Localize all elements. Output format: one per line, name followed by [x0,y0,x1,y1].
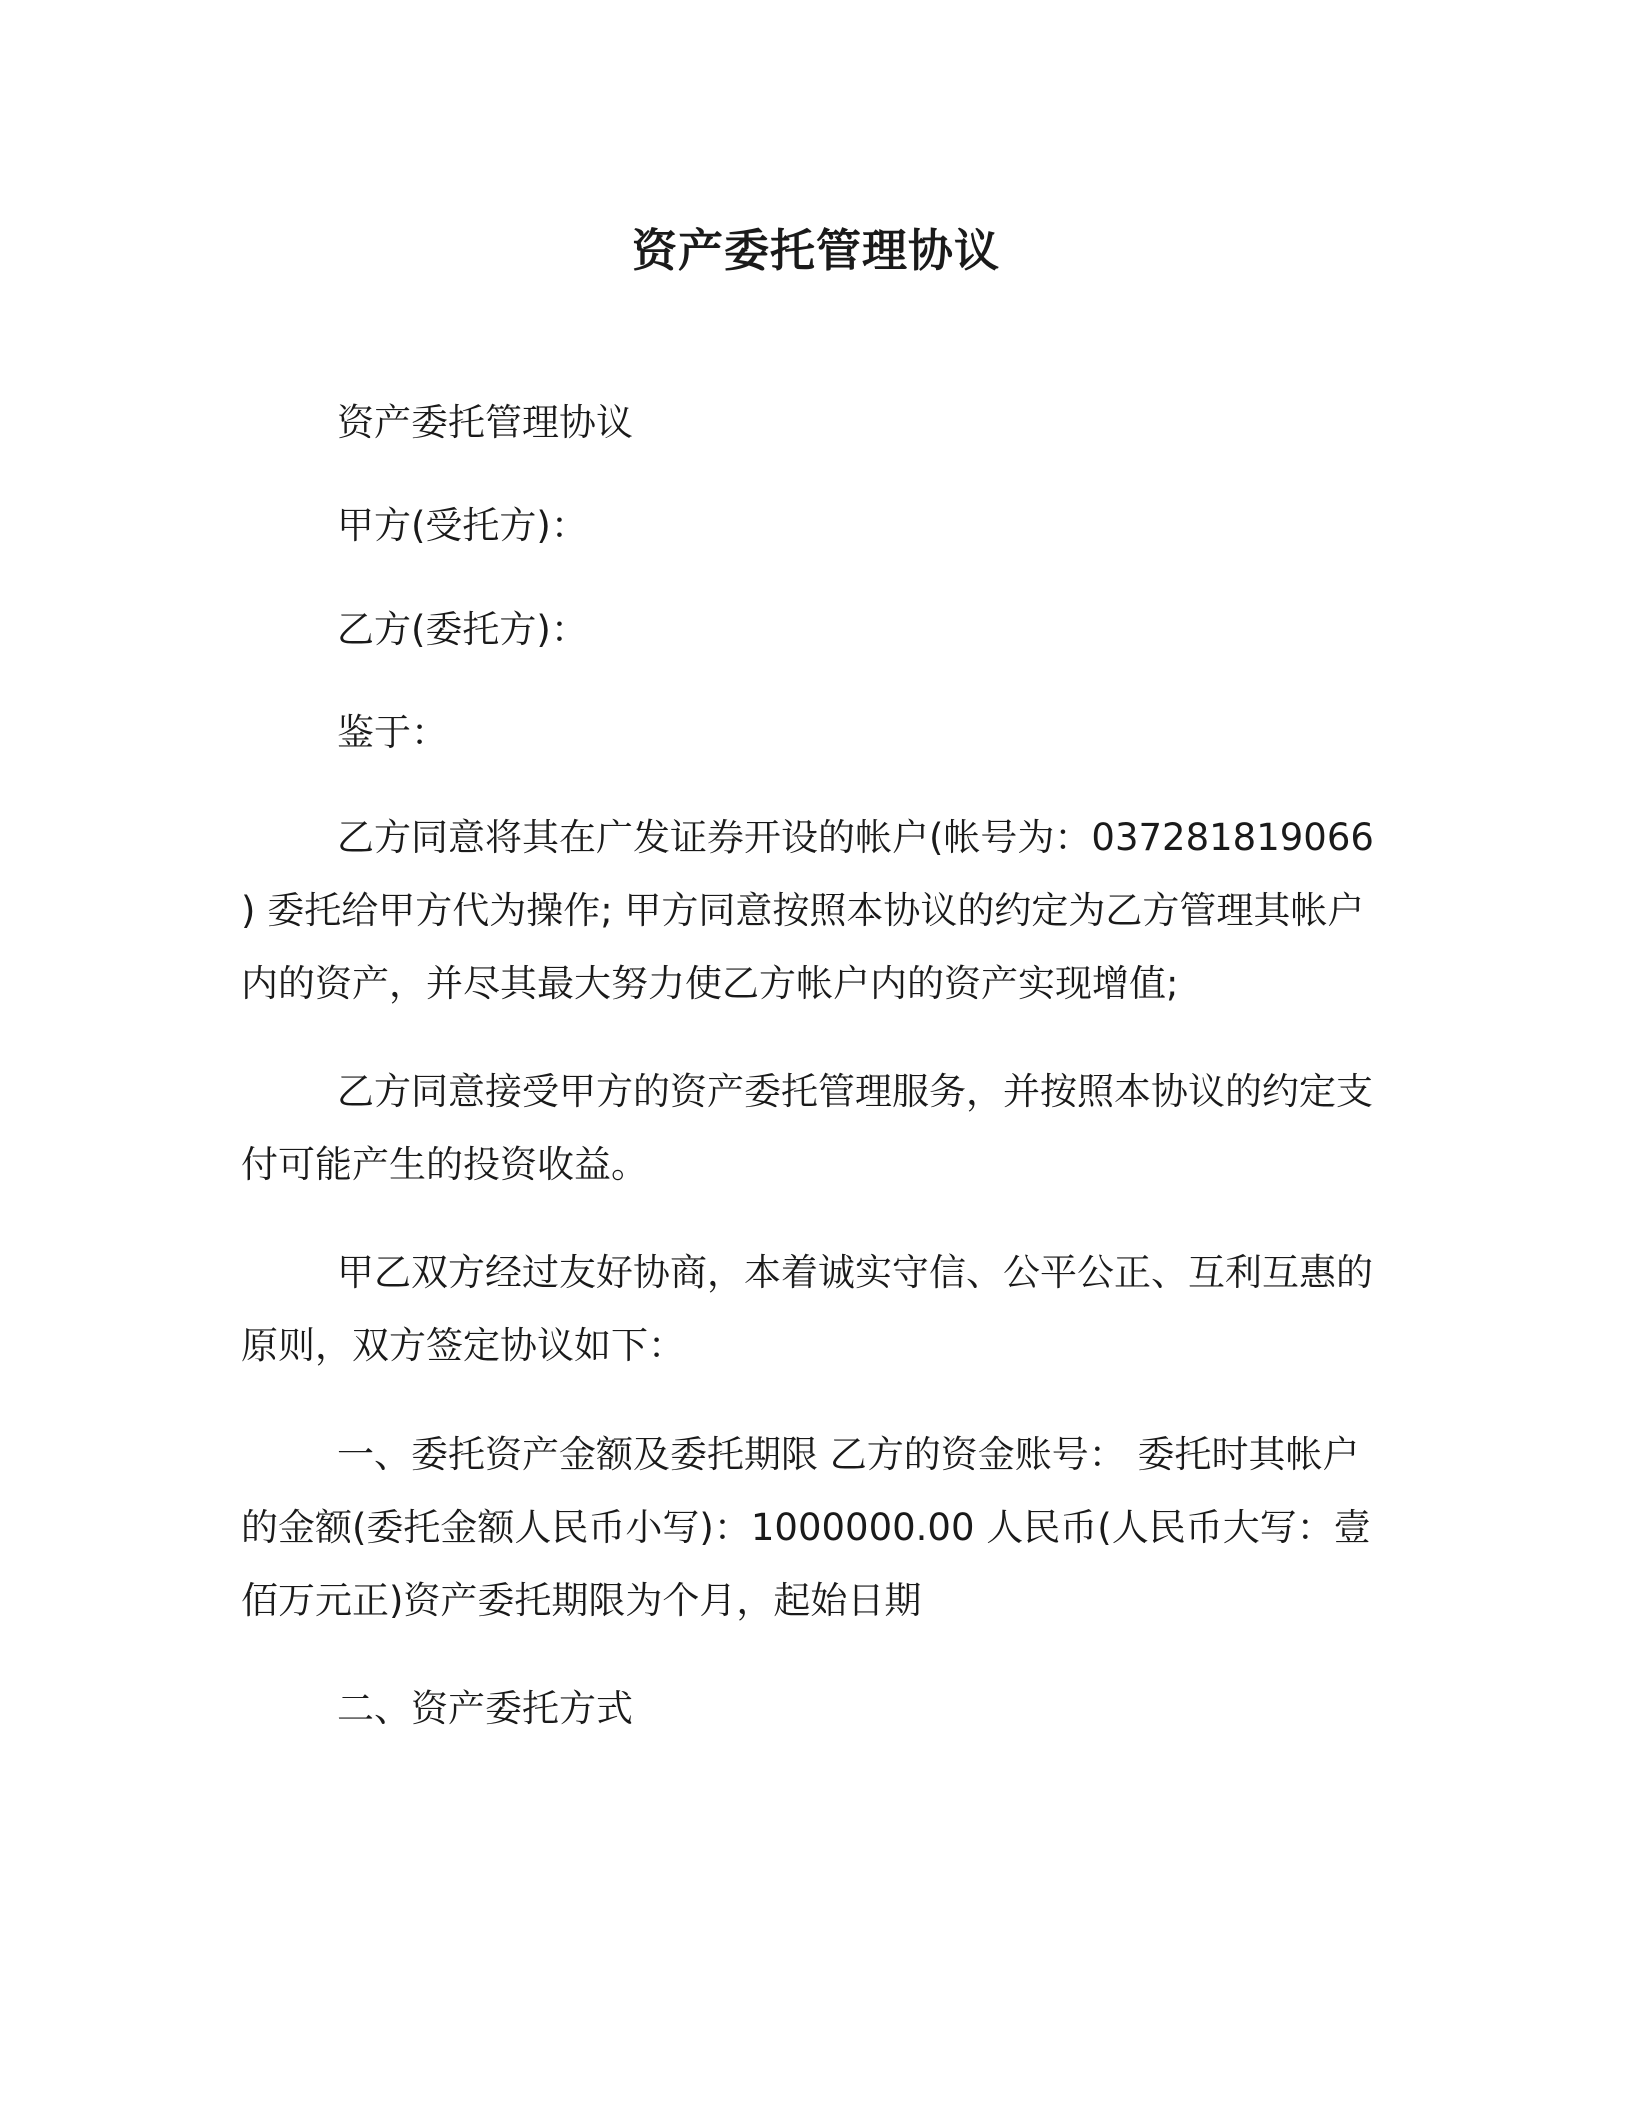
section-two-heading: 二、资产委托方式 [337,1687,633,1730]
party-b-line: 乙方(委托方)： [337,608,588,651]
whereas-line: 鉴于： [337,711,448,754]
section-one-paragraph: 一、委托资产金额及委托期限 乙方的资金账号： 委托时其帐户的金额(委托金额人民币小写)：1000000.00 人民币(人民币大写：壹佰万元正)资产委托期限为个月，起始日期 [241,1433,1371,1622]
principle-paragraph: 甲乙双方经过友好协商，本着诚实守信、公平公正、互利互惠的原则，双方签定协议如下： [241,1251,1373,1367]
account-paragraph: 乙方同意将其在广发证券开设的帐户(帐号为：037281819066 ) 委托给甲方代为操作; 甲方同意按照本协议的约定为乙方管理其帐户内的资产，并尽其最大努力使乙方帐户内的资产实现增值; [241,816,1374,1005]
subtitle-paragraph: 资产委托管理协议 [337,401,633,444]
party-a-line: 甲方(受托方)： [337,504,588,547]
acceptance-paragraph: 乙方同意接受甲方的资产委托管理服务，并按照本协议的约定支付可能产生的投资收益。 [241,1070,1373,1186]
document-title: 资产委托管理协议 [631,224,1000,277]
